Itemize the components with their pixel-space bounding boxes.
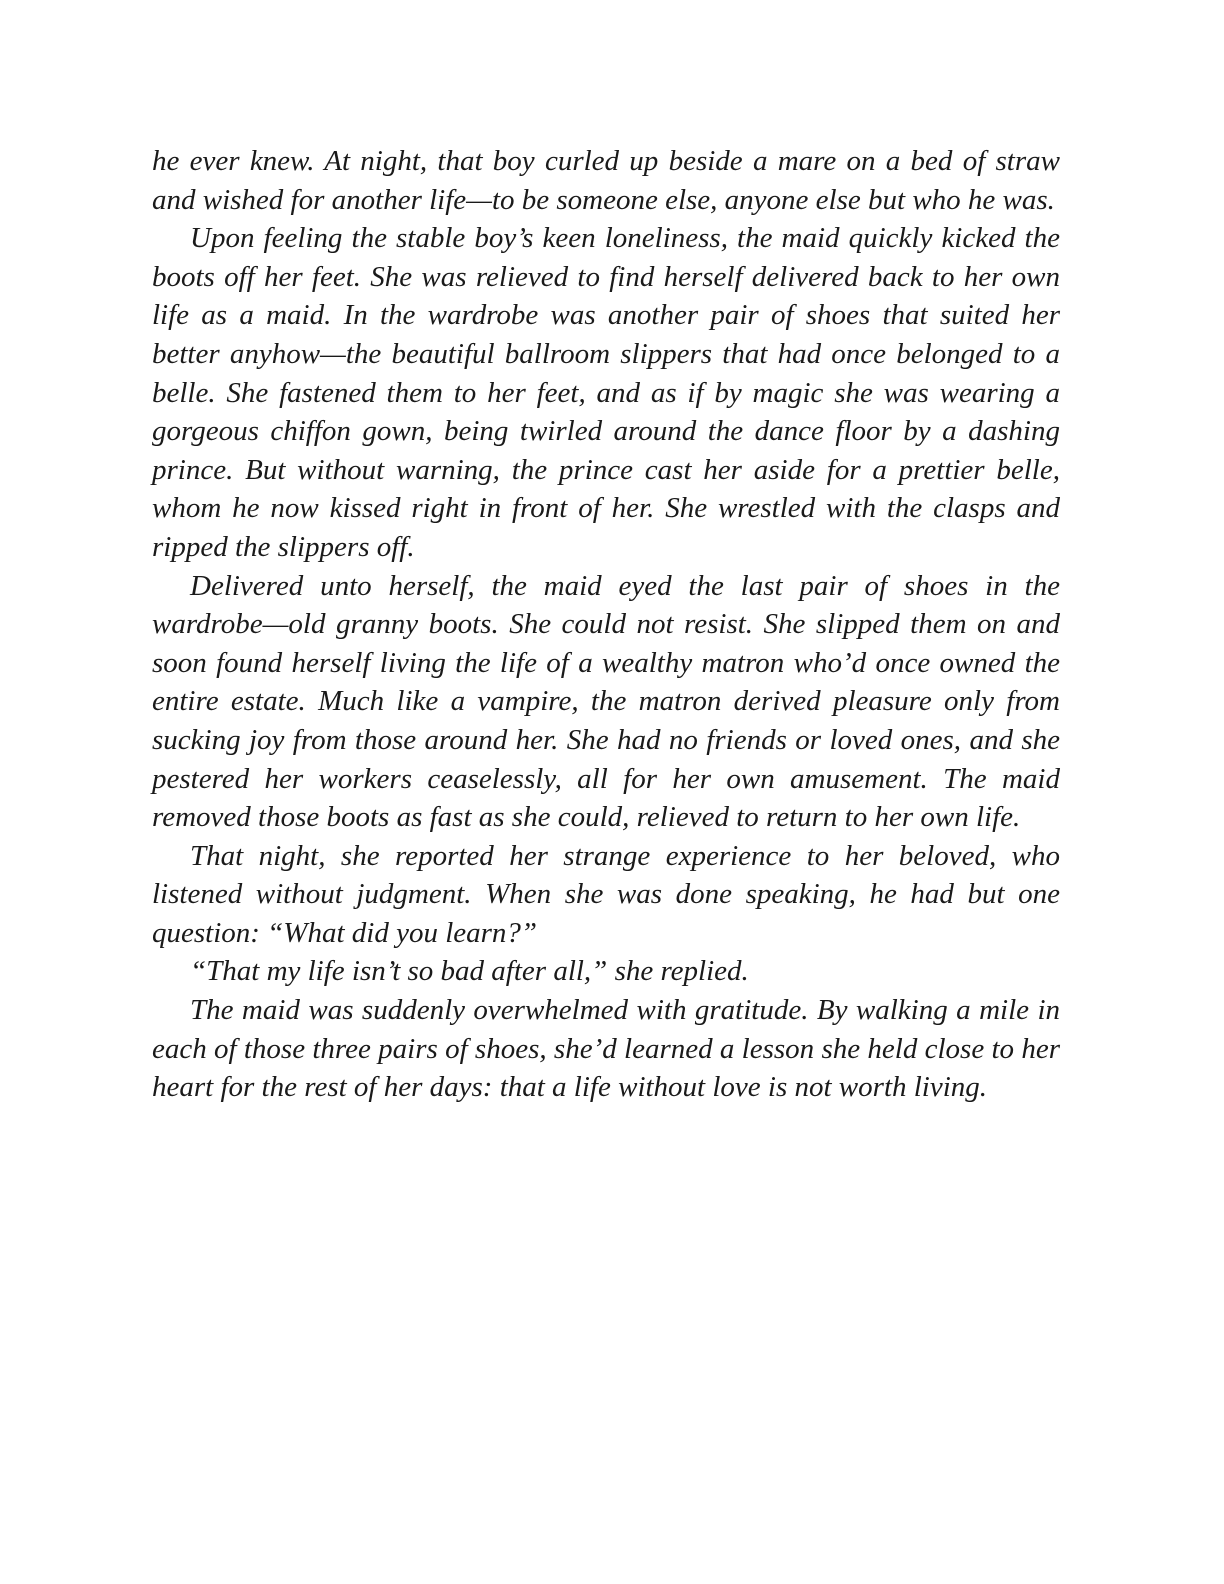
paragraph-continued: he ever knew. At night, that boy curled up beside a mare on a bed of straw and wished for another life—to be someone else, anyone else but who he was.	[152, 145, 1060, 216]
page-body	[152, 142, 1060, 1107]
paragraph-reply: “That my life isn’t so bad after all,” she replied.	[190, 955, 749, 988]
paragraph-beloved-question: That night, she reported her strange experience to her beloved, who listened without judgment. When she was done speaking, he had but one question: “What did you learn?”	[152, 839, 1060, 949]
paragraph-granny-boots: Delivered unto herself, the maid eyed the last pair of shoes in the wardrobe—old granny boots. She could not resist. She slipped them on and soon found herself living the life of a wealthy matron who’d once owned the entire estate. Much like a vampire, the matron derived pleasure only from sucking joy from those around her. She had no friends or loved ones, and she pestered her workers ceaselessly, all for her own amusement. The maid removed those boots as fast as she could, relieved to return to her own life.	[152, 569, 1060, 834]
paragraph-gratitude: The maid was suddenly overwhelmed with gratitude. By walking a mile in each of those three pairs of shoes, she’d learned a lesson she held close to her heart for the rest of her days: that a life without love is not worth living.	[152, 994, 1060, 1104]
paragraph-boots-and-slippers: Upon feeling the stable boy’s keen loneliness, the maid quickly kicked the boots off her feet. She was relieved to find herself delivered back to her own life as a maid. In the wardrobe was another pair of shoes that suited her better anyhow—the beautiful ballroom slippers that had once belonged to a belle. She fastened them to her feet, and as if by magic she was wearing a gorgeous chiffon gown, being twirled around the dance floor by a dashing prince. But without warning, the prince cast her aside for a prettier belle, whom he now kissed right in front of her. She wrestled with the clasps and ripped the slippers off.	[152, 222, 1060, 563]
